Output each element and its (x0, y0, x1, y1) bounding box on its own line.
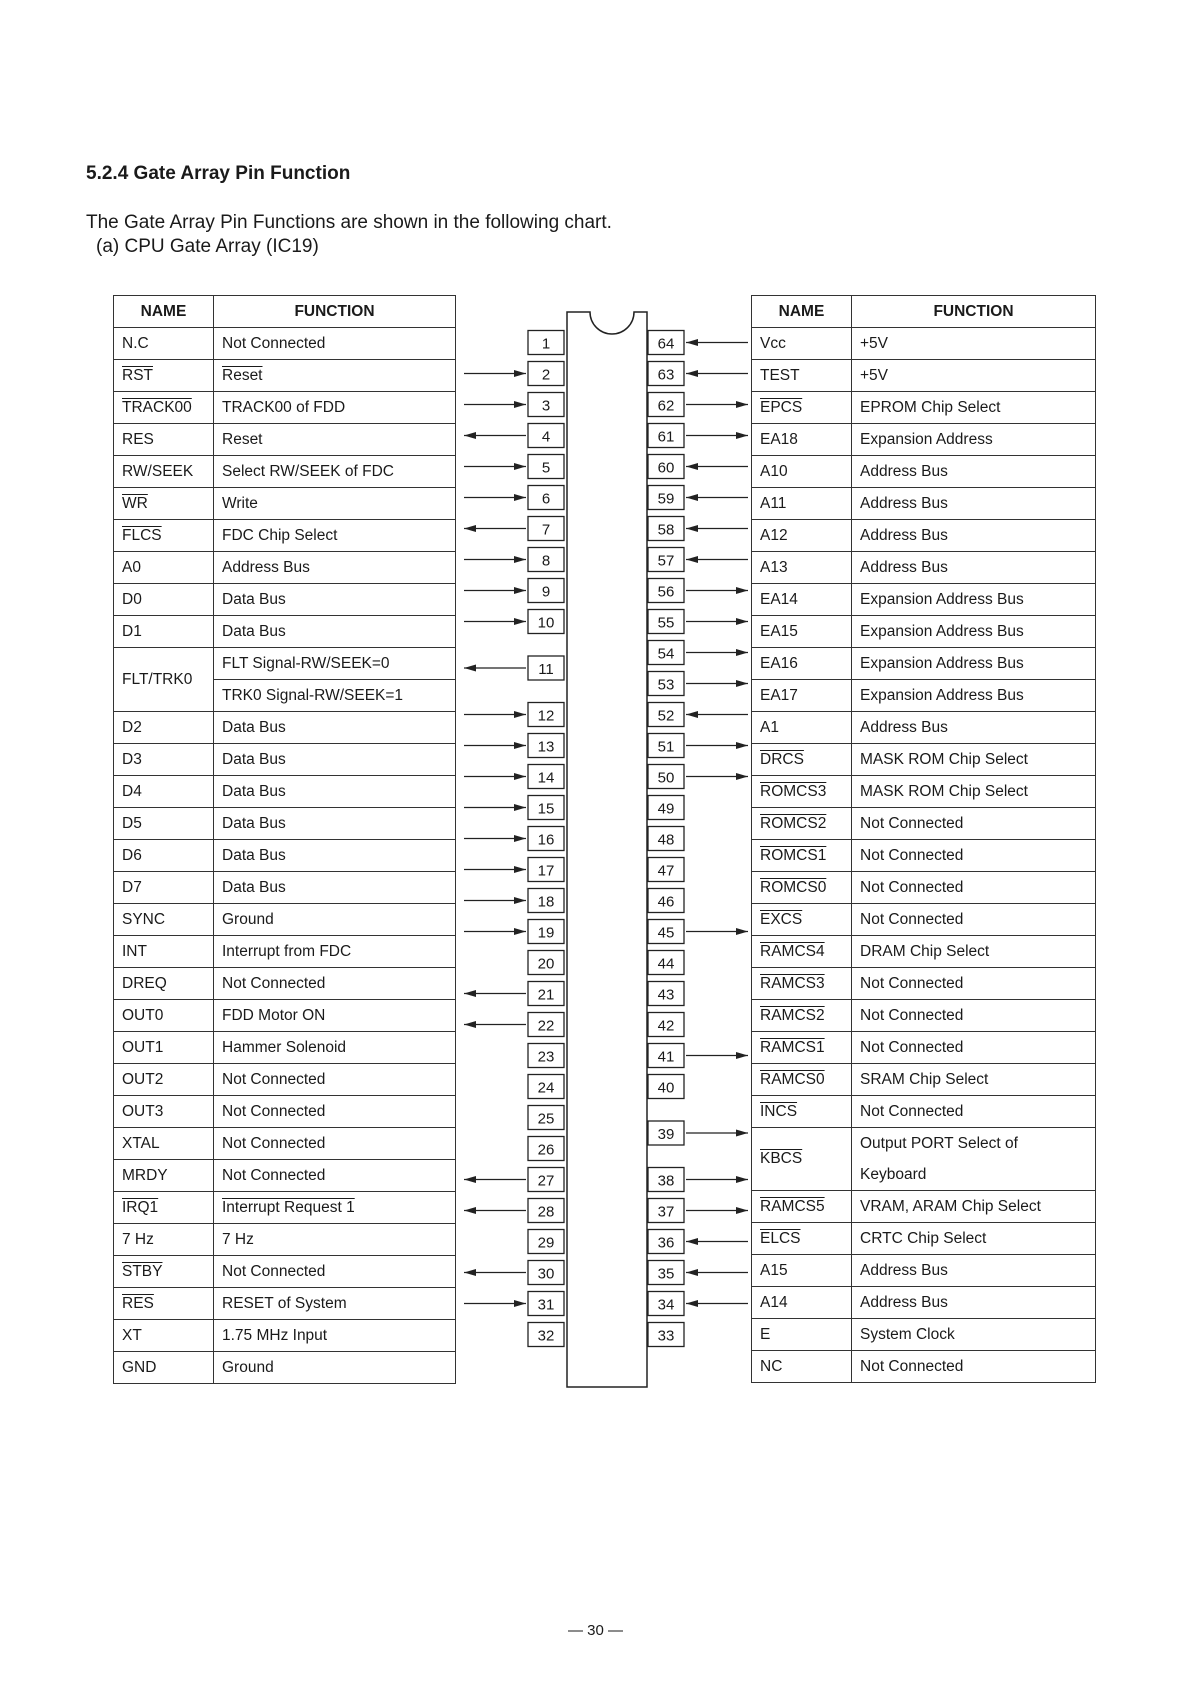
pin-name: N.C (114, 328, 214, 360)
pin-function: Reset (214, 360, 456, 392)
arrow-head (514, 370, 526, 377)
pin-function: Expansion Address Bus (852, 680, 1096, 712)
pin-number: 20 (537, 955, 555, 973)
pin-name: A10 (752, 456, 852, 488)
pin-number: 55 (657, 614, 675, 632)
pin-function: Expansion Address Bus (852, 584, 1096, 616)
arrow-head (464, 1021, 476, 1028)
pin-name: D4 (114, 776, 214, 808)
pin-name: STBY (114, 1256, 214, 1288)
arrow-head (686, 370, 698, 377)
arrow-head (464, 525, 476, 532)
pin-number: 15 (537, 800, 555, 818)
pin-function: Data Bus (214, 584, 456, 616)
pin-number: 13 (537, 738, 555, 756)
pin-number: 62 (657, 397, 675, 415)
pin-number: 35 (657, 1265, 675, 1283)
pin-function: Address Bus (852, 488, 1096, 520)
arrow-head (514, 742, 526, 749)
pin-number: 21 (537, 986, 555, 1004)
arrow-head (736, 649, 748, 656)
pin-name: IRQ1 (114, 1192, 214, 1224)
section-title: 5.2.4 Gate Array Pin Function (86, 163, 351, 184)
pin-number: 64 (657, 335, 675, 353)
pin-name: ROMCS0 (752, 872, 852, 904)
pin-function: TRACK00 of FDD (214, 392, 456, 424)
pin-number: 61 (657, 428, 675, 446)
pin-function: Output PORT Select of Keyboard (852, 1128, 1096, 1191)
pin-name: $\overline{RES}$ (114, 1288, 214, 1320)
arrow-head (686, 339, 698, 346)
pin-function: Data Bus (214, 744, 456, 776)
pin-function: 1.75 MHz Input (214, 1320, 456, 1352)
pin-function: +5V (852, 360, 1096, 392)
arrow-head (736, 928, 748, 935)
pin-number: 45 (657, 924, 675, 942)
arrow-head (464, 1176, 476, 1183)
chip-body (567, 312, 647, 1387)
pin-number: 63 (657, 366, 675, 384)
pin-function: Data Bus (214, 808, 456, 840)
arrow-head (686, 463, 698, 470)
pin-name: FLT/TRK0 (114, 648, 214, 712)
pin-name: A12 (752, 520, 852, 552)
pin-number: 34 (657, 1296, 675, 1314)
pin-number: 33 (657, 1327, 675, 1345)
pin-name: OUT2 (114, 1064, 214, 1096)
pin-number: 9 (541, 583, 551, 601)
arrow-head (514, 897, 526, 904)
arrow-head (514, 556, 526, 563)
pin-function: Not Connected (214, 1064, 456, 1096)
pin-function: FDC Chip Select (214, 520, 456, 552)
pin-name: OUT0 (114, 1000, 214, 1032)
pin-function: MASK ROM Chip Select (852, 744, 1096, 776)
pin-number: 31 (537, 1296, 555, 1314)
pin-name: D6 (114, 840, 214, 872)
pin-number: 2 (541, 366, 551, 384)
arrow-head (514, 618, 526, 625)
arrow-head (686, 494, 698, 501)
pin-number: 30 (537, 1265, 555, 1283)
pin-number: 52 (657, 707, 675, 725)
pin-name: EA14 (752, 584, 852, 616)
pin-number: 29 (537, 1234, 555, 1252)
name-header: NAME (752, 296, 852, 328)
arrow-head (514, 494, 526, 501)
pin-function: RESET of System (214, 1288, 456, 1320)
pin-function: Expansion Address Bus (852, 648, 1096, 680)
arrow-head (736, 742, 748, 749)
pin-function: Ground (214, 904, 456, 936)
pin-function: FLT Signal-RW/SEEK=0 (214, 648, 456, 680)
pin-function: DRAM Chip Select (852, 936, 1096, 968)
pin-number: 17 (537, 862, 555, 880)
pin-number: 32 (537, 1327, 555, 1345)
pin-function: FDD Motor ON (214, 1000, 456, 1032)
pin-number: 14 (537, 769, 555, 787)
arrow-head (464, 432, 476, 439)
arrow-head (686, 1269, 698, 1276)
pin-name: OUT1 (114, 1032, 214, 1064)
pin-name: D5 (114, 808, 214, 840)
pin-name: TRACK00 (114, 392, 214, 424)
pin-name: INCS (752, 1096, 852, 1128)
pin-function: Not Connected (852, 840, 1096, 872)
arrow-head (686, 1238, 698, 1245)
pin-number: 54 (657, 645, 675, 663)
pin-name: SYNC (114, 904, 214, 936)
pin-name: ROMCS1 (752, 840, 852, 872)
arrow-head (514, 401, 526, 408)
pin-function: MASK ROM Chip Select (852, 776, 1096, 808)
pin-number: 48 (657, 831, 675, 849)
pin-function: 7 Hz (214, 1224, 456, 1256)
pin-function: Reset (214, 424, 456, 456)
pin-function: Address Bus (852, 456, 1096, 488)
pin-function: Not Connected (214, 968, 456, 1000)
pin-number: 40 (657, 1079, 675, 1097)
pin-name: DRCS (752, 744, 852, 776)
pin-number: 26 (537, 1141, 555, 1159)
pin-number: 23 (537, 1048, 555, 1066)
arrow-head (736, 1207, 748, 1214)
pin-number: 37 (657, 1203, 675, 1221)
pin-function: Not Connected (852, 808, 1096, 840)
pin-name: EA16 (752, 648, 852, 680)
arrow-head (736, 432, 748, 439)
pin-name: RES (114, 424, 214, 456)
pin-name: XTAL (114, 1128, 214, 1160)
pin-name: KBCS (752, 1128, 852, 1191)
pin-number: 42 (657, 1017, 675, 1035)
pin-function: Address Bus (852, 712, 1096, 744)
pin-function: EPROM Chip Select (852, 392, 1096, 424)
arrow-head (514, 463, 526, 470)
pin-number: 51 (657, 738, 675, 756)
pin-name: DREQ (114, 968, 214, 1000)
pin-name: A1 (752, 712, 852, 744)
pin-function: Not Connected (214, 1160, 456, 1192)
pin-number: 56 (657, 583, 675, 601)
pin-number: 4 (541, 428, 551, 446)
pin-name: ELCS (752, 1223, 852, 1255)
pin-function: Interrupt Request 1 (214, 1192, 456, 1224)
pin-number: 60 (657, 459, 675, 477)
pin-number: 57 (657, 552, 675, 570)
pin-name: D1 (114, 616, 214, 648)
pin-name: MRDY (114, 1160, 214, 1192)
pin-name: D0 (114, 584, 214, 616)
pin-name: EXCS (752, 904, 852, 936)
pin-function: Not Connected (852, 1096, 1096, 1128)
arrow-head (514, 928, 526, 935)
arrow-head (736, 680, 748, 687)
pin-name: RW/SEEK (114, 456, 214, 488)
arrow-head (464, 1269, 476, 1276)
pin-name: RAMCS4 (752, 936, 852, 968)
pin-function: Ground (214, 1352, 456, 1384)
pin-name: XT (114, 1320, 214, 1352)
arrow-head (686, 711, 698, 718)
arrow-head (736, 1052, 748, 1059)
pin-function: Expansion Address (852, 424, 1096, 456)
arrow-head (514, 1300, 526, 1307)
pin-number: 43 (657, 986, 675, 1004)
pin-number: 36 (657, 1234, 675, 1252)
pin-number: 12 (537, 707, 555, 725)
pin-name: RAMCS3 (752, 968, 852, 1000)
pin-function: System Clock (852, 1319, 1096, 1351)
pin-function: Expansion Address Bus (852, 616, 1096, 648)
pin-name: A11 (752, 488, 852, 520)
pin-number: 19 (537, 924, 555, 942)
arrow-head (736, 401, 748, 408)
pin-number: 3 (541, 397, 551, 415)
arrow-head (736, 1130, 748, 1137)
pin-number: 46 (657, 893, 675, 911)
page-number: — 30 — (567, 1622, 624, 1639)
pin-function: Data Bus (214, 616, 456, 648)
pin-function: Data Bus (214, 712, 456, 744)
pin-name: ROMCS3 (752, 776, 852, 808)
pin-function: SRAM Chip Select (852, 1064, 1096, 1096)
arrow-head (514, 773, 526, 780)
pin-name: D2 (114, 712, 214, 744)
pin-function: Not Connected (852, 1000, 1096, 1032)
pin-function: TRK0 Signal-RW/SEEK=1 (214, 680, 456, 712)
pin-name: $\overline{RST}$ (114, 360, 214, 392)
arrow-head (686, 525, 698, 532)
pin-name: RAMCS0 (752, 1064, 852, 1096)
pin-name: EA15 (752, 616, 852, 648)
pin-number: 6 (541, 490, 551, 508)
pin-name: EA17 (752, 680, 852, 712)
pin-function: Select RW/SEEK of FDC (214, 456, 456, 488)
pin-number: 18 (537, 893, 555, 911)
pin-number: 44 (657, 955, 675, 973)
pin-name: TEST (752, 360, 852, 392)
pin-number: 5 (541, 459, 551, 477)
pin-function: Interrupt from FDC (214, 936, 456, 968)
pin-function: Not Connected (214, 1128, 456, 1160)
arrow-head (464, 1207, 476, 1214)
pin-name: FLCS (114, 520, 214, 552)
pin-number: 39 (657, 1126, 675, 1143)
pin-function: Data Bus (214, 840, 456, 872)
arrow-head (514, 587, 526, 594)
pin-number: 27 (537, 1172, 555, 1190)
pin-name: $\overline{WR}$ (114, 488, 214, 520)
pin-function: Address Bus (852, 1255, 1096, 1287)
pin-name: NC (752, 1351, 852, 1383)
pin-number: 38 (657, 1172, 675, 1190)
pin-function: Not Connected (852, 968, 1096, 1000)
pin-name: RAMCS1 (752, 1032, 852, 1064)
pin-function: Write (214, 488, 456, 520)
arrow-head (514, 711, 526, 718)
pin-function: Data Bus (214, 872, 456, 904)
arrow-head (464, 665, 476, 672)
pin-function: Not Connected (214, 1256, 456, 1288)
pin-function: Address Bus (852, 1287, 1096, 1319)
pin-name: Vcc (752, 328, 852, 360)
pin-name: A15 (752, 1255, 852, 1287)
name-header: NAME (114, 296, 214, 328)
pin-name: GND (114, 1352, 214, 1384)
arrow-head (686, 556, 698, 563)
pin-number: 49 (657, 800, 675, 818)
pin-number: 7 (541, 521, 551, 539)
pin-function: Data Bus (214, 776, 456, 808)
pin-name: RAMCS5 (752, 1191, 852, 1223)
sub-intro-text: (a) CPU Gate Array (IC19) (96, 236, 319, 257)
pin-function: Hammer Solenoid (214, 1032, 456, 1064)
pin-name: A0 (114, 552, 214, 584)
arrow-head (736, 773, 748, 780)
pin-name: EA18 (752, 424, 852, 456)
pin-name: EPCS (752, 392, 852, 424)
pin-number: 25 (537, 1110, 555, 1128)
pin-name: INT (114, 936, 214, 968)
pin-number: 11 (538, 661, 554, 678)
function-header: FUNCTION (852, 296, 1096, 328)
pin-function: +5V (852, 328, 1096, 360)
pin-number: 59 (657, 490, 675, 508)
pin-name: RAMCS2 (752, 1000, 852, 1032)
pin-name: A14 (752, 1287, 852, 1319)
pin-number: 28 (537, 1203, 555, 1221)
pin-function: Not Connected (852, 872, 1096, 904)
pin-number: 22 (537, 1017, 555, 1035)
pin-number: 50 (657, 769, 675, 787)
arrow-head (464, 990, 476, 997)
arrow-head (514, 835, 526, 842)
pin-name: E (752, 1319, 852, 1351)
arrow-head (686, 1300, 698, 1307)
pin-name: ROMCS2 (752, 808, 852, 840)
arrow-head (736, 618, 748, 625)
pin-number: 47 (657, 862, 675, 880)
function-header: FUNCTION (214, 296, 456, 328)
pin-number: 58 (657, 521, 675, 539)
pin-function: Not Connected (214, 328, 456, 360)
arrow-head (514, 804, 526, 811)
pin-function: Address Bus (852, 552, 1096, 584)
pin-number: 8 (541, 552, 551, 570)
pin-name: 7 Hz (114, 1224, 214, 1256)
pin-number: 53 (657, 676, 675, 694)
pin-function: Address Bus (852, 520, 1096, 552)
pin-name: D3 (114, 744, 214, 776)
pin-function: Not Connected (852, 1032, 1096, 1064)
pin-function: CRTC Chip Select (852, 1223, 1096, 1255)
pin-number: 41 (657, 1048, 675, 1066)
pin-number: 10 (537, 614, 555, 632)
arrow-head (736, 587, 748, 594)
pin-function: Not Connected (852, 1351, 1096, 1383)
pin-number: 1 (541, 335, 551, 353)
pin-function: Not Connected (852, 904, 1096, 936)
pin-name: A13 (752, 552, 852, 584)
intro-text: The Gate Array Pin Functions are shown in the following chart. (86, 212, 612, 233)
arrow-head (736, 1176, 748, 1183)
pin-function: VRAM, ARAM Chip Select (852, 1191, 1096, 1223)
pin-number: 24 (537, 1079, 555, 1097)
pin-name: D7 (114, 872, 214, 904)
pin-function: Address Bus (214, 552, 456, 584)
pin-function: Not Connected (214, 1096, 456, 1128)
pin-number: 16 (537, 831, 555, 849)
pin-name: OUT3 (114, 1096, 214, 1128)
arrow-head (514, 866, 526, 873)
